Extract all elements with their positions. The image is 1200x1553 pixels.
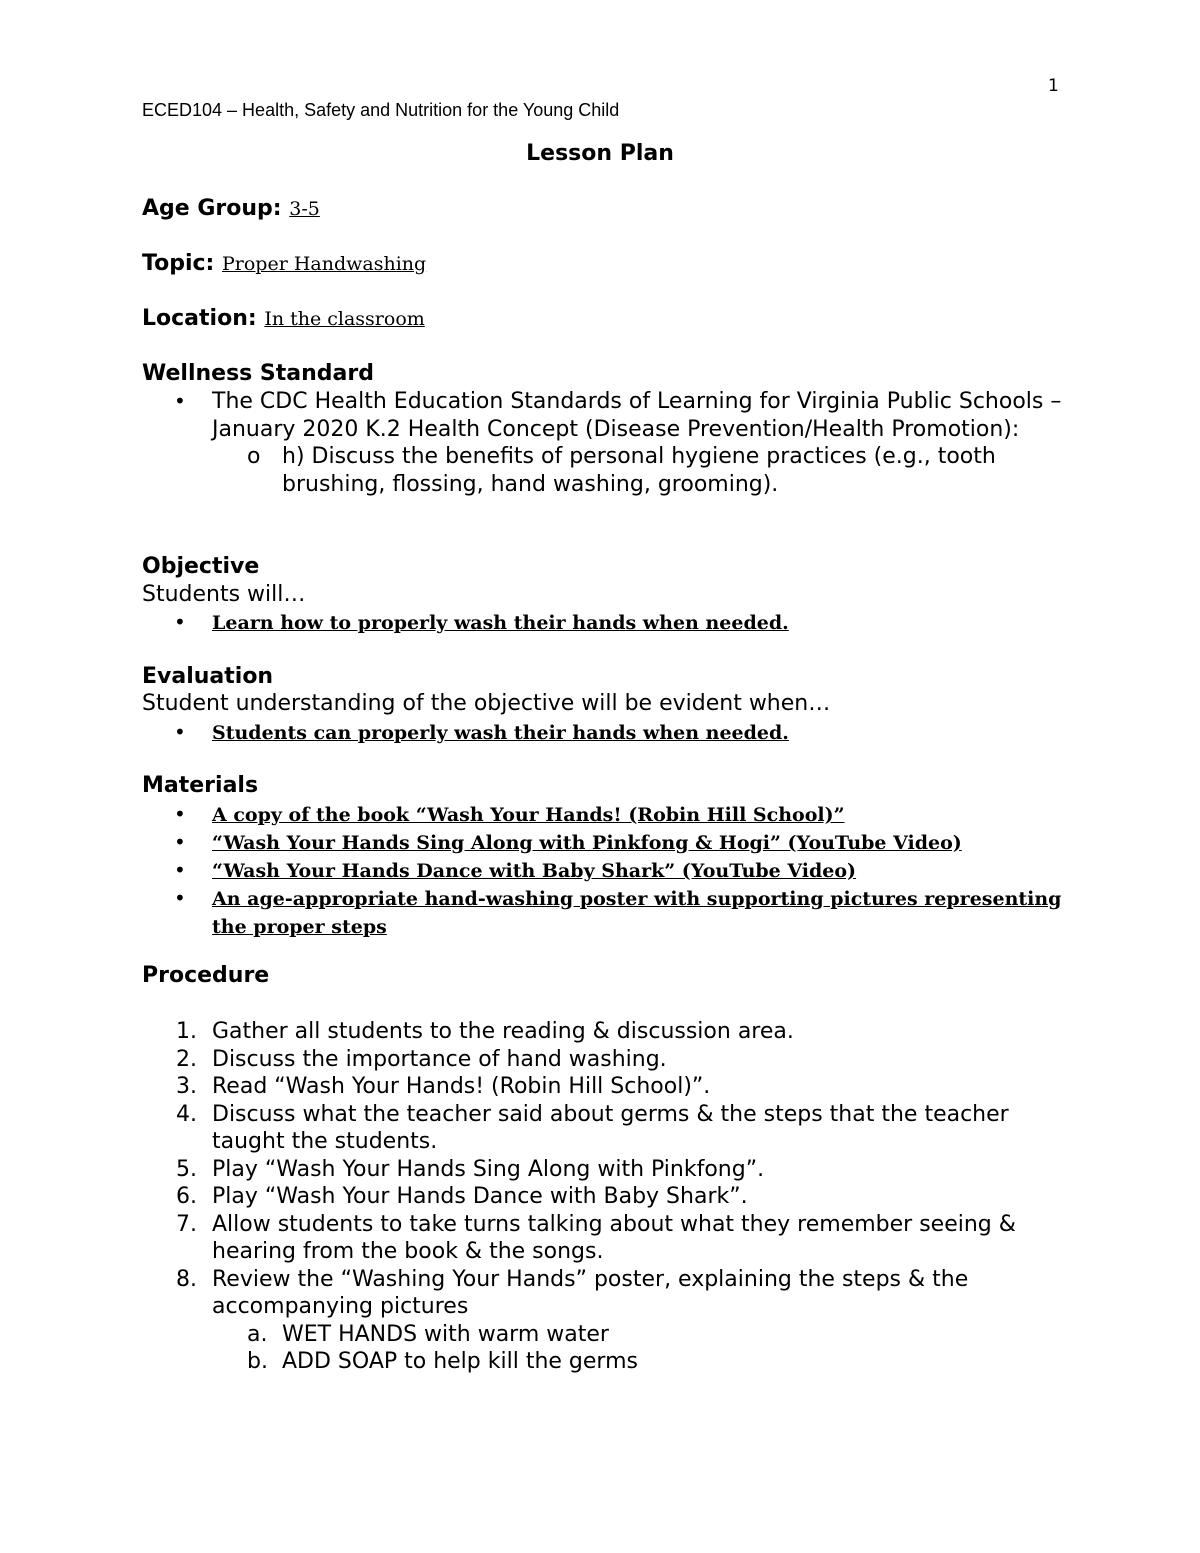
step-number: 7. [176,1211,197,1237]
list-item [142,857,1072,885]
list-item [142,885,1072,941]
evaluation-item: Students can properly wash their hands when needed. [212,722,789,744]
list-item [142,1321,1072,1349]
substep-text: ADD SOAP to help kill the germs [282,1349,638,1374]
substep-text: WET HANDS with warm water [282,1321,609,1347]
step-number: 6. [176,1184,197,1209]
wellness-heading: Wellness Standard [142,361,374,386]
topic-value: Proper Handwashing [222,253,427,275]
step-number: 1. [176,1019,197,1044]
material-item: An age-appropriate hand-washing poster with supporting pictures representing the proper steps [212,888,1062,938]
page-number: 1 [1048,76,1059,96]
step-number: 2. [176,1046,197,1072]
materials-heading: Materials [142,773,259,798]
list-item [142,1156,1072,1184]
age-group-line [142,196,320,221]
step-text: Gather all students to the reading & discussion area. [212,1019,794,1044]
list-item [142,1211,1072,1266]
list-item [142,1183,1072,1211]
list-item [142,443,1072,498]
material-item: “Wash Your Hands Dance with Baby Shark” (YouTube Video) [212,860,857,882]
wellness-sub-bullet-text: h) Discuss the benefits of personal hygiene practices (e.g., tooth brushing, flossing, hand washing, grooming). [282,444,996,497]
substep-letter: b. [247,1349,268,1374]
material-item: A copy of the book “Wash Your Hands! (Robin Hill School)” [212,804,845,826]
substep-letter: a. [247,1321,268,1347]
objective-intro: Students will… [142,582,306,607]
evaluation-list [142,719,1072,747]
step-text: Discuss the importance of hand washing. [212,1046,667,1072]
objective-heading: Objective [142,554,260,579]
list-item [142,1018,1072,1046]
list-item [142,1348,1072,1376]
sub-bullet-marker: o [247,444,261,469]
list-item [142,801,1072,829]
location-label: Location: [142,306,257,331]
list-item [142,388,1072,443]
topic-label: Topic: [142,251,215,276]
procedure-heading: Procedure [142,963,270,988]
topic-line [142,251,426,276]
bullet-icon: • [174,858,186,882]
step-number: 3. [176,1074,197,1099]
step-text: Discuss what the teacher said about germs & the steps that the teacher taught the students. [212,1101,1009,1154]
step-text: Play “Wash Your Hands Dance with Baby Shark”. [212,1184,748,1209]
evaluation-heading: Evaluation [142,664,274,689]
step-number: 5. [176,1156,197,1182]
objective-item: Learn how to properly wash their hands when needed. [212,612,789,634]
objective-list [142,609,1072,637]
list-item [142,719,1072,747]
bullet-icon: • [174,720,186,744]
step-text: Play “Wash Your Hands Sing Along with Pinkfong”. [212,1156,765,1182]
list-item [142,1046,1072,1074]
procedure-list [142,1018,1072,1376]
step-text: Review the “Washing Your Hands” poster, explaining the steps & the accompanying pictures [212,1266,969,1319]
bullet-icon: • [174,886,186,910]
age-group-label: Age Group: [142,196,282,221]
material-item: “Wash Your Hands Sing Along with Pinkfong & Hogi” (YouTube Video) [212,832,962,854]
wellness-list [142,388,1072,498]
age-group-value: 3-5 [289,198,320,220]
location-line [142,306,425,331]
step-number: 8. [176,1266,197,1292]
location-value: In the classroom [264,308,425,330]
wellness-bullet-text: The CDC Health Education Standards of Learning for Virginia Public Schools – January 2020 K.2 Health Concept (Disease Prevention/Health Promotion): [212,389,1062,442]
list-item [142,609,1072,637]
document-title: Lesson Plan [526,141,674,166]
list-item [142,1101,1072,1156]
bullet-icon: • [174,389,186,413]
list-item [142,1266,1072,1321]
materials-list [142,801,1072,941]
bullet-icon: • [174,802,186,826]
bullet-icon: • [174,830,186,854]
step-text: Read “Wash Your Hands! (Robin Hill School)”. [212,1074,711,1099]
evaluation-intro: Student understanding of the objective will be evident when… [142,691,831,716]
list-item [142,829,1072,857]
step-text: Allow students to take turns talking about what they remember seeing & hearing from the book & the songs. [212,1211,1016,1264]
bullet-icon: • [174,610,186,634]
list-item [142,1073,1072,1101]
course-header: ECED104 – Health, Safety and Nutrition for the Young Child [142,100,620,120]
step-number: 4. [176,1101,197,1127]
